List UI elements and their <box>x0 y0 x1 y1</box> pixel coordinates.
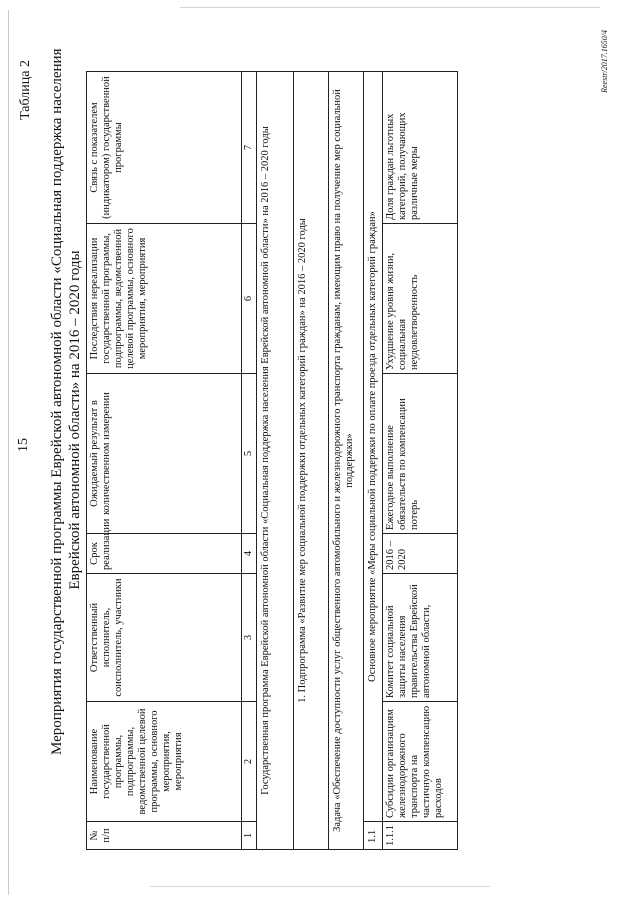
col-number: 6 <box>242 224 257 374</box>
registry-stamp: Reestr/2017.1650/4 <box>600 30 609 93</box>
state-program-row <box>257 72 294 850</box>
table-row <box>383 72 458 850</box>
title-line-2: Еврейской автономной области» на 2016 – 2020 годы <box>67 250 83 590</box>
header-result: Ожидаемый результат в количественном измерении <box>87 374 242 534</box>
main-event-title: Основное мероприятие «Меры социальной поддержки по оплате проезда отдельных категорий граждан» <box>364 72 383 822</box>
header-row <box>87 72 242 850</box>
header-indicator: Связь с показателем (индикатором) государственной программы <box>87 72 242 224</box>
header-term: Срок реализации <box>87 534 242 574</box>
item-result: Ежегодное выполнение обязательств по компенсации потерь <box>383 374 458 534</box>
column-number-row <box>242 72 257 850</box>
col-number: 7 <box>242 72 257 224</box>
item-term: 2016 – 2020 <box>383 534 458 574</box>
item-consequence: Ухудшение уровня жизни, социальная неудовлетворенность <box>383 224 458 374</box>
item-number: 1.1.1 <box>383 822 458 850</box>
document-title <box>48 48 84 755</box>
task-title: Задача «Обеспечение доступности услуг общественного автомобильного и железнодорожного транспорта гражданам, имеющим право на получение мер социальной поддержки» <box>329 72 364 850</box>
state-program-title: Государственная программа Еврейской автономной области «Социальная поддержка населения Еврейской автономной области» на 2016 – 2020 годы <box>257 72 294 850</box>
task-row <box>329 72 364 850</box>
header-executor: Ответственный исполнитель, соисполнитель, участники <box>87 574 242 702</box>
item-indicator: Доля граждан льготных категорий, получающих различные меры <box>383 72 458 224</box>
col-number: 1 <box>242 822 257 850</box>
main-event-number: 1.1 <box>364 822 383 850</box>
subprogram-title: 1. Подпрограмма «Развитие мер социальной поддержки отдельных категорий граждан» на 2016 – 2020 годы <box>294 72 329 850</box>
col-number: 5 <box>242 374 257 534</box>
main-event-row <box>364 72 383 850</box>
item-name: Субсидии организациям железнодорожного транспорта на частичную компенсацию расходов <box>383 702 458 822</box>
header-name: Наименование государственной программы, подпрограммы, ведомственной целевой программы, основного мероприятия, мероприятия <box>87 702 242 822</box>
col-number: 2 <box>242 702 257 822</box>
table-label: Таблица 2 <box>18 60 33 120</box>
title-line-1: Мероприятия государственной программы Еврейской автономной области «Социальная поддержка населения <box>49 48 65 755</box>
header-consequence: Последствия нереализации государственной программы, подпрограммы, ведомственной целевой программы, основного мероприятия, мероприятия <box>87 224 242 374</box>
col-number: 4 <box>242 534 257 574</box>
page-number: 15 <box>16 438 31 452</box>
col-number: 3 <box>242 574 257 702</box>
events-table <box>86 71 458 850</box>
header-num: № п/п <box>87 822 242 850</box>
subprogram-row <box>294 72 329 850</box>
item-executor: Комитет социальной защиты населения правительства Еврейской автономной области, <box>383 574 458 702</box>
